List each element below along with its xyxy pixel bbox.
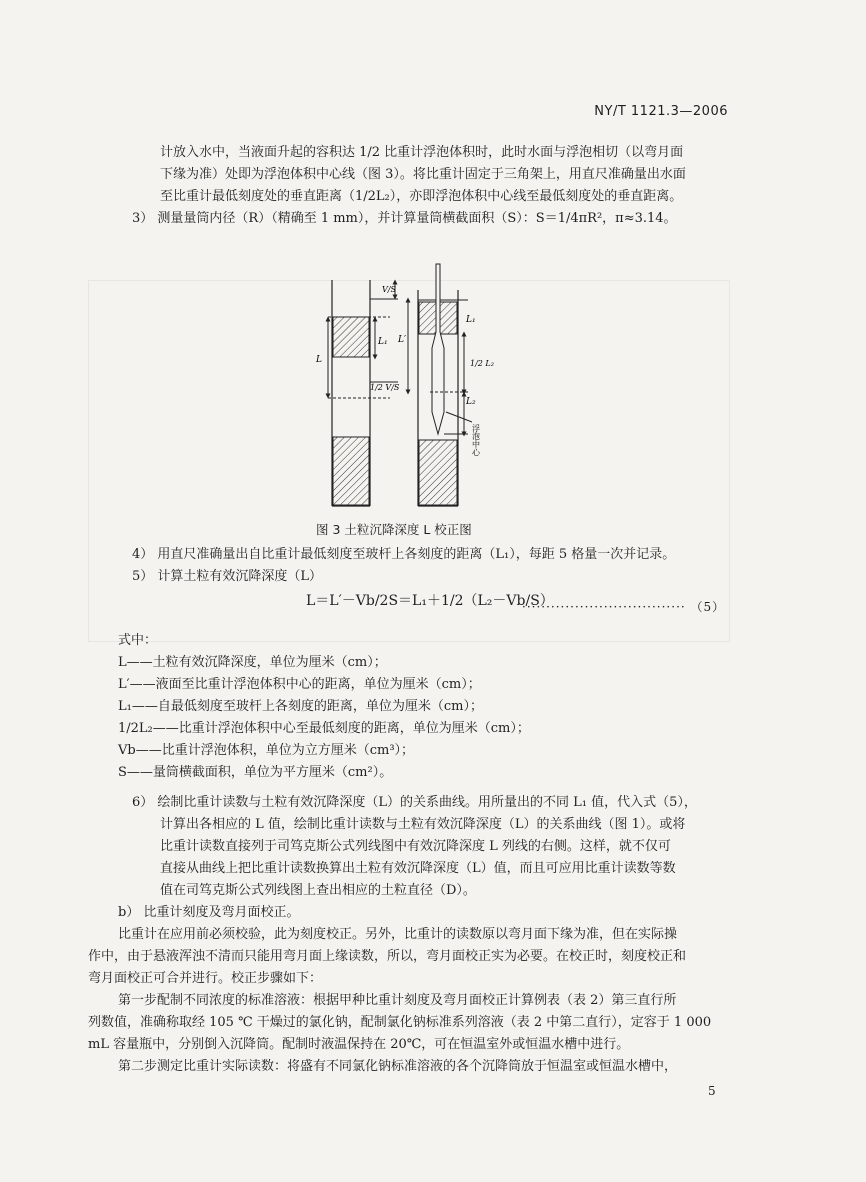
formula-number: ·································· （5）	[522, 600, 726, 614]
body-line: 第一步配制不同浓度的标准溶液：根据甲种比重计刻度及弯月面校正计算例表（表 2）第三直行所	[118, 993, 677, 1008]
label-l1-right: L₁	[466, 315, 476, 325]
page-number: 5	[708, 1084, 716, 1098]
body-line: 作中，由于悬液浑浊不清而只能用弯月面上缘读数，所以，弯月面校正实为必要。在校正时，刻度校正和	[88, 949, 687, 964]
paragraph-line: 至比重计最低刻度处的垂直距离（1/2L₂），亦即浮泡体积中心线至最低刻度处的垂直距离。	[160, 189, 683, 204]
formula-number-text: （5）	[690, 600, 726, 614]
paragraph-line: 计放入水中，当液面升起的容积达 1/2 比重计浮泡体积时，此时水面与浮泡相切（以弯月面	[160, 145, 684, 160]
step-6: 6） 绘制比重计读数与土粒有效沉降深度（L）的关系曲线。用所量出的不同 L₁ 值，代入式（5），	[132, 795, 697, 810]
definition-line: S——量筒横截面积，单位为平方厘米（cm²）。	[118, 765, 393, 780]
step-3: 3） 测量量筒内径（R）（精确至 1 mm），并计算量筒横截面积（S）：S＝1/4πR²，π≈3.14。	[132, 211, 677, 226]
label-l1: L₁	[378, 337, 388, 347]
body-line: mL 容量瓶中，分别倒入沉降筒。配制时液温保持在 20℃，可在恒温室外或恒温水槽中进行。	[88, 1037, 630, 1052]
label-l2: L₂	[466, 397, 476, 407]
standard-number: NY/T 1121.3—2006	[594, 104, 728, 119]
step-6-line: 计算出各相应的 L 值，绘制比重计读数与土粒有效沉降深度（L）的关系曲线（图 1）。或将	[160, 817, 686, 832]
definition-line: L′——液面至比重计浮泡体积中心的距离，单位为厘米（cm）；	[118, 677, 481, 692]
label-l: L	[316, 355, 322, 365]
section-b: b） 比重计刻度及弯月面校正。	[118, 905, 300, 920]
formula-5: L＝L′－Vb/2S＝L₁＋1/2（L₂－Vb/S）	[306, 593, 554, 609]
step-4: 4） 用直尺准确量出自比重计最低刻度至玻杆上各刻度的距离（L₁），每距 5 格量一次并记录。	[132, 547, 676, 562]
step-6-line: 直接从曲线上把比重计读数换算出土粒有效沉降深度（L）值，而且可应用比重计读数等数	[160, 861, 676, 876]
label-half-vs: 1/2 V/S	[370, 383, 400, 392]
body-line: 比重计在应用前必须校验，此为刻度校正。另外，比重计的读数原以弯月面下缘为准，但在实际操	[118, 927, 678, 942]
step-6-line: 值在司笃克斯公式列线图上查出相应的土粒直径（D）。	[160, 883, 476, 898]
body-line: 弯月面校正可合并进行。校正步骤如下：	[88, 971, 323, 986]
definition-line: L₁——自最低刻度至玻杆上各刻度的距离，单位为厘米（cm）；	[118, 699, 483, 714]
label-half-l2: 1/2 L₂	[470, 359, 494, 368]
definition-line: 1/2L₂——比重计浮泡体积中心至最低刻度的距离，单位为厘米（cm）；	[118, 721, 530, 736]
label-bubble-center: 浮泡中心	[471, 424, 481, 456]
step-5: 5） 计算土粒有效沉降深度（L）	[132, 569, 323, 584]
definition-line: L——土粒有效沉降深度，单位为厘米（cm）；	[118, 655, 387, 670]
body-line: 列数值，准确称取经 105 ℃ 干燥过的氯化钠，配制氯化钠标准系列溶液（表 2 中第二直行），定容于 1 000	[88, 1015, 712, 1030]
figure-caption: 图 3 土粒沉降深度 L 校正图	[316, 522, 472, 537]
step-6-line: 比重计读数直接列于司笃克斯公式列线图中有效沉降深度 L 列线的右侧。这样，就不仅可	[160, 839, 671, 854]
definition-line: Vb——比重计浮泡体积，单位为立方厘米（cm³）；	[118, 743, 415, 758]
paragraph-line: 下缘为准）处即为浮泡体积中心线（图 3）。将比重计固定于三角架上，用直尺准确量出水面	[160, 167, 686, 182]
definition-intro: 式中：	[118, 633, 158, 648]
label-vs: V/S	[382, 285, 396, 294]
figure-3-diagram	[300, 262, 550, 512]
label-lprime: L′	[398, 335, 407, 345]
body-line: 第二步测定比重计实际读数：将盛有不同氯化钠标准溶液的各个沉降筒放于恒温室或恒温水槽中，	[118, 1059, 678, 1074]
